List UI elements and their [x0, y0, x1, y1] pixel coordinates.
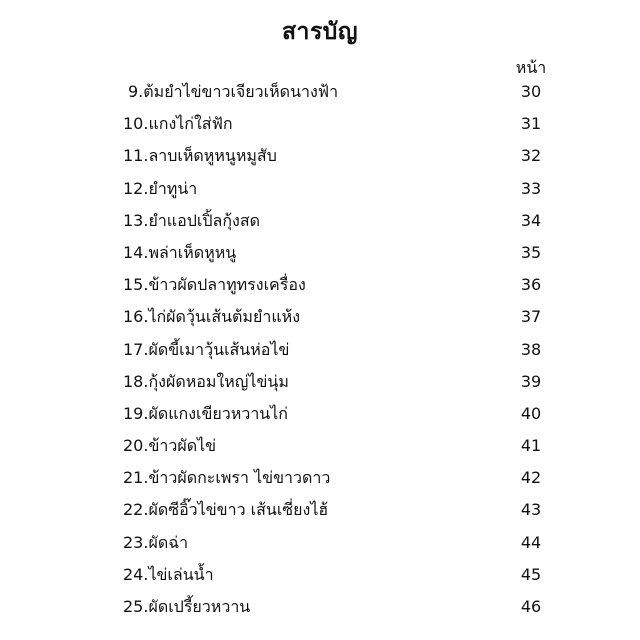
toc-entry-title: 15.ข้าวผัดปลาทูทรงเครื่อง — [123, 275, 306, 295]
toc-entry-page: 45 — [520, 564, 542, 584]
toc-entry-page: 38 — [520, 339, 542, 359]
toc-entry-title: 11.ลาบเห็ดหูหนูหมูสับ — [123, 146, 277, 166]
toc-row — [0, 273, 640, 305]
toc-entry-title: 13.ยำแอปเปิ้ลกุ้งสด — [123, 210, 260, 230]
toc-entry-page: 34 — [520, 210, 542, 230]
toc-entry-page: 40 — [520, 403, 542, 423]
toc-row — [0, 370, 640, 402]
toc-entry-title: 14.พล่าเห็ดหูหนู — [123, 242, 237, 262]
toc-entry-page: 36 — [520, 275, 542, 295]
toc-row — [0, 144, 640, 176]
toc-row — [0, 466, 640, 498]
toc-entry-title: 25.ผัดเปรี้ยวหวาน — [123, 597, 251, 616]
toc-row — [0, 241, 640, 273]
toc-entry-title: 10.แกงไก่ใส่ฟัก — [123, 114, 233, 134]
table-of-contents — [0, 80, 640, 627]
toc-entry-page: 35 — [520, 242, 542, 262]
toc-row — [0, 305, 640, 337]
toc-entry-title: 18.กุ้งผัดหอมใหญ่ไข่นุ่ม — [123, 371, 289, 391]
toc-row — [0, 177, 640, 209]
toc-entry-page: 33 — [520, 178, 542, 198]
toc-row — [0, 209, 640, 241]
toc-row — [0, 434, 640, 466]
toc-entry-title: 24.ไข่เล่นน้ำ — [123, 564, 214, 584]
toc-entry-title: 16.ไก่ผัดวุ้นเส้นต้มยำแห้ง — [123, 307, 301, 327]
toc-row — [0, 80, 640, 112]
toc-entry-title: 9.ต้มยำไข่ขาวเจียวเห็ดนางฟ้า — [128, 82, 339, 101]
page-column-header: หน้า — [515, 58, 547, 77]
page-title: สารบัญ — [281, 19, 358, 45]
toc-row — [0, 531, 640, 563]
toc-entry-title: 21.ข้าวผัดกะเพรา ไข่ขาวดาว — [123, 468, 331, 488]
toc-entry-title: 20.ข้าวผัดไข่ — [123, 436, 217, 456]
toc-entry-page: 32 — [520, 146, 542, 166]
toc-entry-page: 31 — [520, 114, 542, 134]
toc-row — [0, 498, 640, 530]
toc-entry-page: 46 — [520, 597, 542, 616]
toc-row — [0, 595, 640, 627]
toc-entry-title: 17.ผัดขี้เมาวุ้นเส้นห่อไข่ — [123, 339, 290, 359]
toc-entry-page: 42 — [520, 468, 542, 488]
toc-entry-page: 30 — [520, 82, 542, 101]
toc-entry-page: 43 — [520, 500, 542, 520]
toc-row — [0, 112, 640, 144]
toc-entry-page: 44 — [520, 532, 542, 552]
toc-row — [0, 402, 640, 434]
toc-entry-title: 22.ผัดซีอิ๊วไข่ขาว เส้นเซี่ยงไฮ้ — [123, 500, 329, 520]
toc-entry-page: 37 — [520, 307, 542, 327]
toc-row — [0, 563, 640, 595]
toc-row — [0, 338, 640, 370]
toc-entry-page: 41 — [520, 436, 542, 456]
toc-entry-page: 39 — [520, 371, 542, 391]
toc-entry-title: 12.ยำทูน่า — [123, 178, 198, 198]
toc-entry-title: 23.ผัดฉ่า — [123, 532, 189, 552]
toc-entry-title: 19.ผัดแกงเขียวหวานไก่ — [123, 403, 288, 423]
